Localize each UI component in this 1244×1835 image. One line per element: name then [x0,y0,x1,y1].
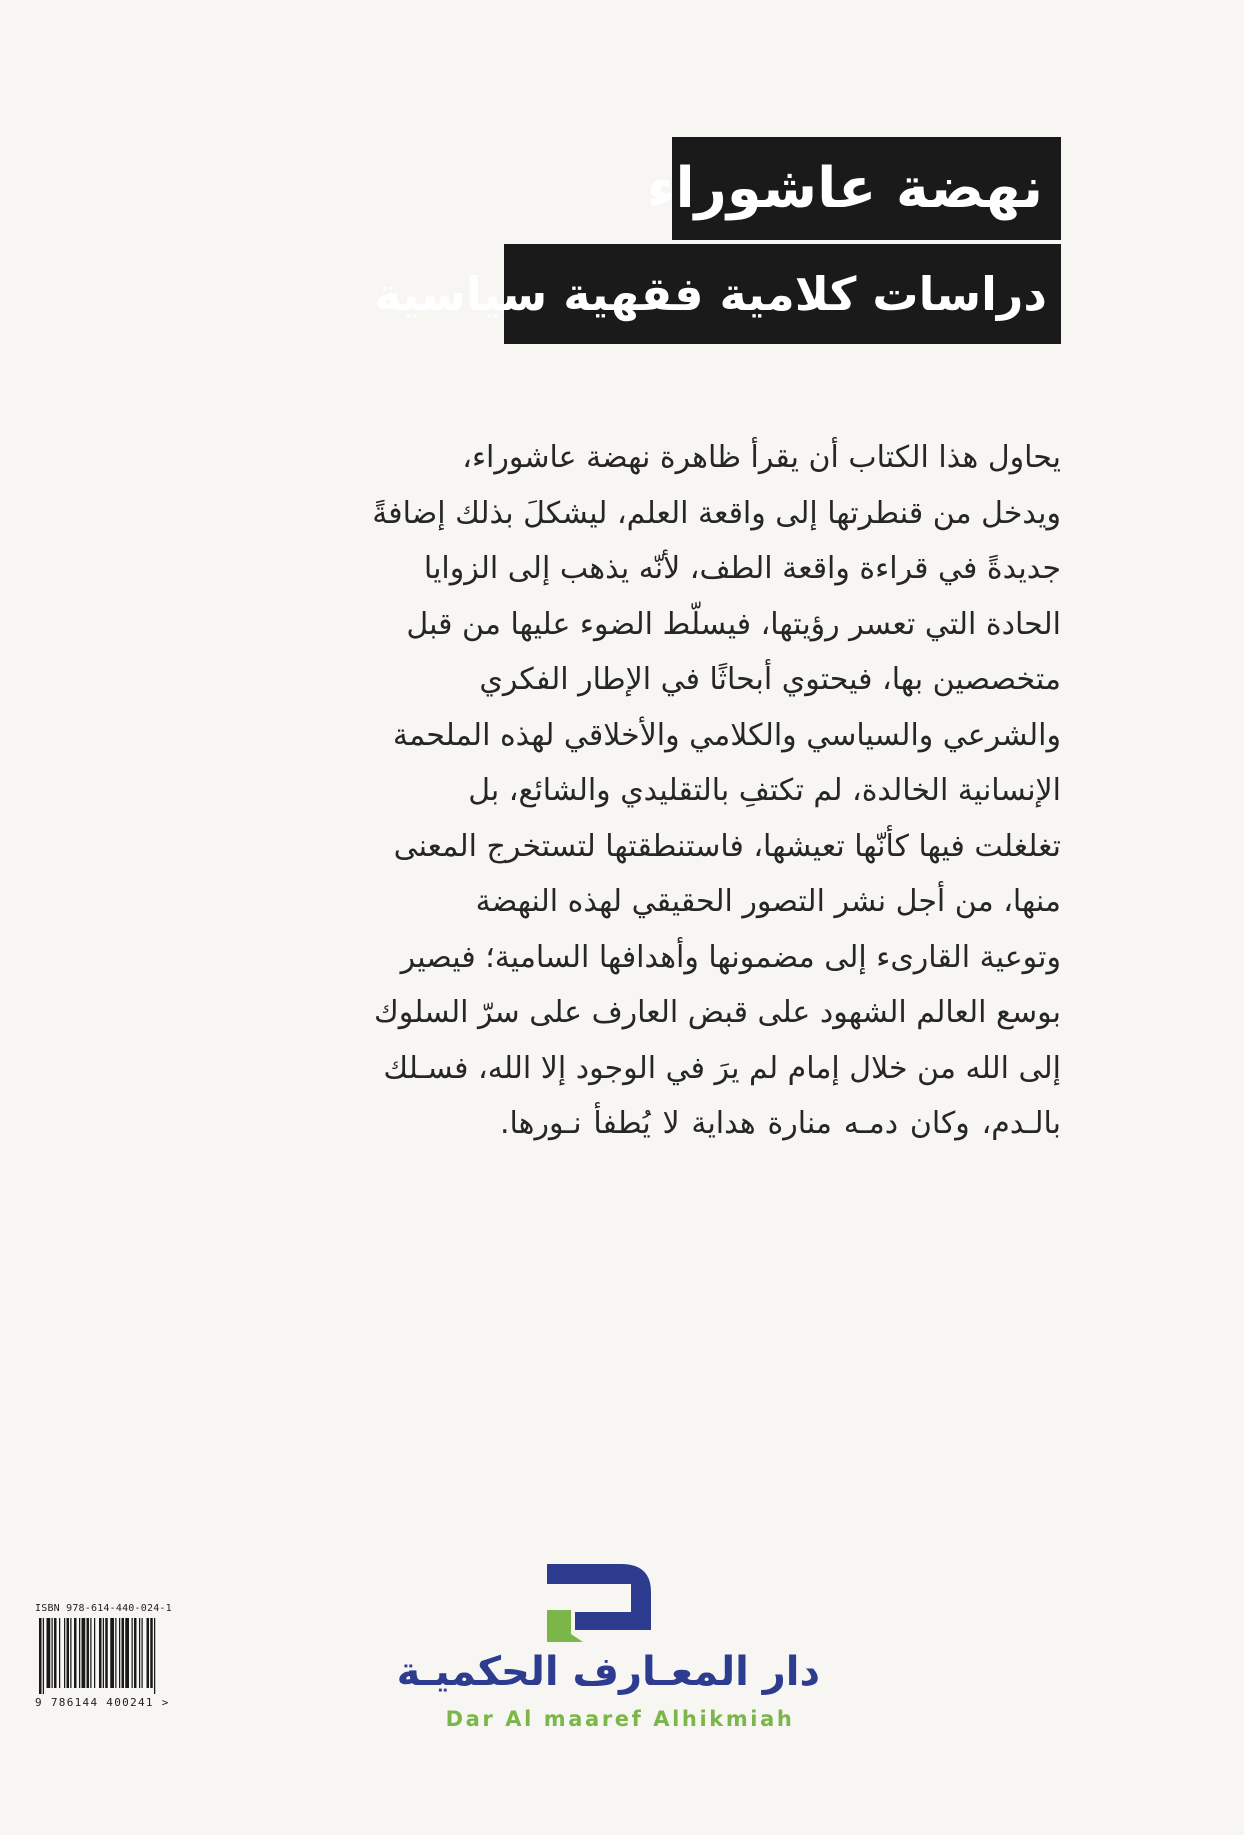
barcode-bar [103,1618,104,1688]
barcode-bar [142,1618,143,1688]
barcode-bar [70,1618,71,1688]
blurb-line: تغلغلت فيها كأنّها تعيشها، فاستنطقتها لتستخرج المعنى [393,828,1061,864]
blurb-line: ويدخل من قنطرتها إلى واقعة العلم، ليشكلَ بذلك إضافةً [372,495,1061,531]
barcode-bar [122,1618,125,1688]
barcode-bar [154,1618,155,1694]
barcode-bar [39,1618,42,1694]
barcode-bar [52,1618,53,1688]
barcode-bar [139,1618,140,1688]
back-cover-blurb [372,430,1061,1152]
blurb-line: بالـدم، وكان دمـه منارة هداية لا يُطفأ نـورها. [500,1106,1061,1141]
blurb-line: بوسع العالم الشهود على قبض العارف على سرّ السلوك [374,995,1061,1030]
blurb-line: منها، من أجل نشر التصور الحقيقي لهذه النهضة [475,884,1061,919]
blurb-line: إلى الله من خلال إمام لم يرَ في الوجود إلا الله، فسـلك [383,1050,1061,1086]
barcode-bar [134,1618,137,1688]
blurb-line: متخصصين بها، فيحتوي أبحاثًا في الإطار الفكري [479,662,1061,697]
barcode-bar [110,1618,114,1688]
barcode-bar [67,1618,70,1688]
barcode-bar [64,1618,65,1688]
blurb-line: وتوعية القارىء إلى مضمونها وأهدافها السامية؛ فيصير [400,939,1061,975]
barcode-bar [74,1618,77,1688]
publisher-name-arabic: دار المعـارف الحكميـة [396,1649,820,1695]
blurb-line: الحادة التي تعسر رؤيتها، فيسلّط الضوء عليها من قبل [406,606,1061,642]
book-title: نهضة عاشوراء [672,137,1061,240]
publisher-name-latin: Dar Al maaref Alhikmiah [445,1707,795,1731]
barcode-bar [94,1618,95,1688]
publisher-logo-icon [543,1560,655,1644]
barcode-bar [43,1618,44,1694]
barcode-bar [99,1618,102,1688]
barcode-bar [150,1618,153,1688]
barcode-digits: 9 786144 400241 > [35,1696,170,1709]
barcode-bar [105,1618,108,1688]
isbn-barcode [35,1602,198,1711]
isbn-label: ISBN 978-614-440-024-1 [35,1603,172,1614]
barcode-bar [90,1618,91,1688]
barcode-bar [132,1618,133,1688]
barcode-bar [147,1618,150,1688]
barcode-bar [79,1618,80,1688]
blurb-line: جديدةً في قراءة واقعة الطف، لأنّه يذهب إلى الزوايا [423,551,1061,586]
barcode-icon [35,1618,198,1694]
barcode-bar [82,1618,86,1688]
blurb-line: يحاول هذا الكتاب أن يقرأ ظاهرة نهضة عاشوراء، [462,440,1061,475]
barcode-bar [119,1618,120,1688]
blurb-line: الإنسانية الخالدة، لم تكتفِ بالتقليدي والشائع، بل [468,773,1061,808]
barcode-bar [87,1618,90,1688]
barcode-bar [59,1618,60,1688]
barcode-bar [125,1618,129,1688]
barcode-bar [115,1618,116,1688]
barcode-bar [47,1618,51,1688]
book-subtitle: دراسات كلامية فقهية سياسية [504,244,1061,344]
barcode-bar [54,1618,57,1688]
blurb-line: والشرعي والسياسي والكلامي والأخلاقي لهذه الملحمة [392,717,1061,753]
